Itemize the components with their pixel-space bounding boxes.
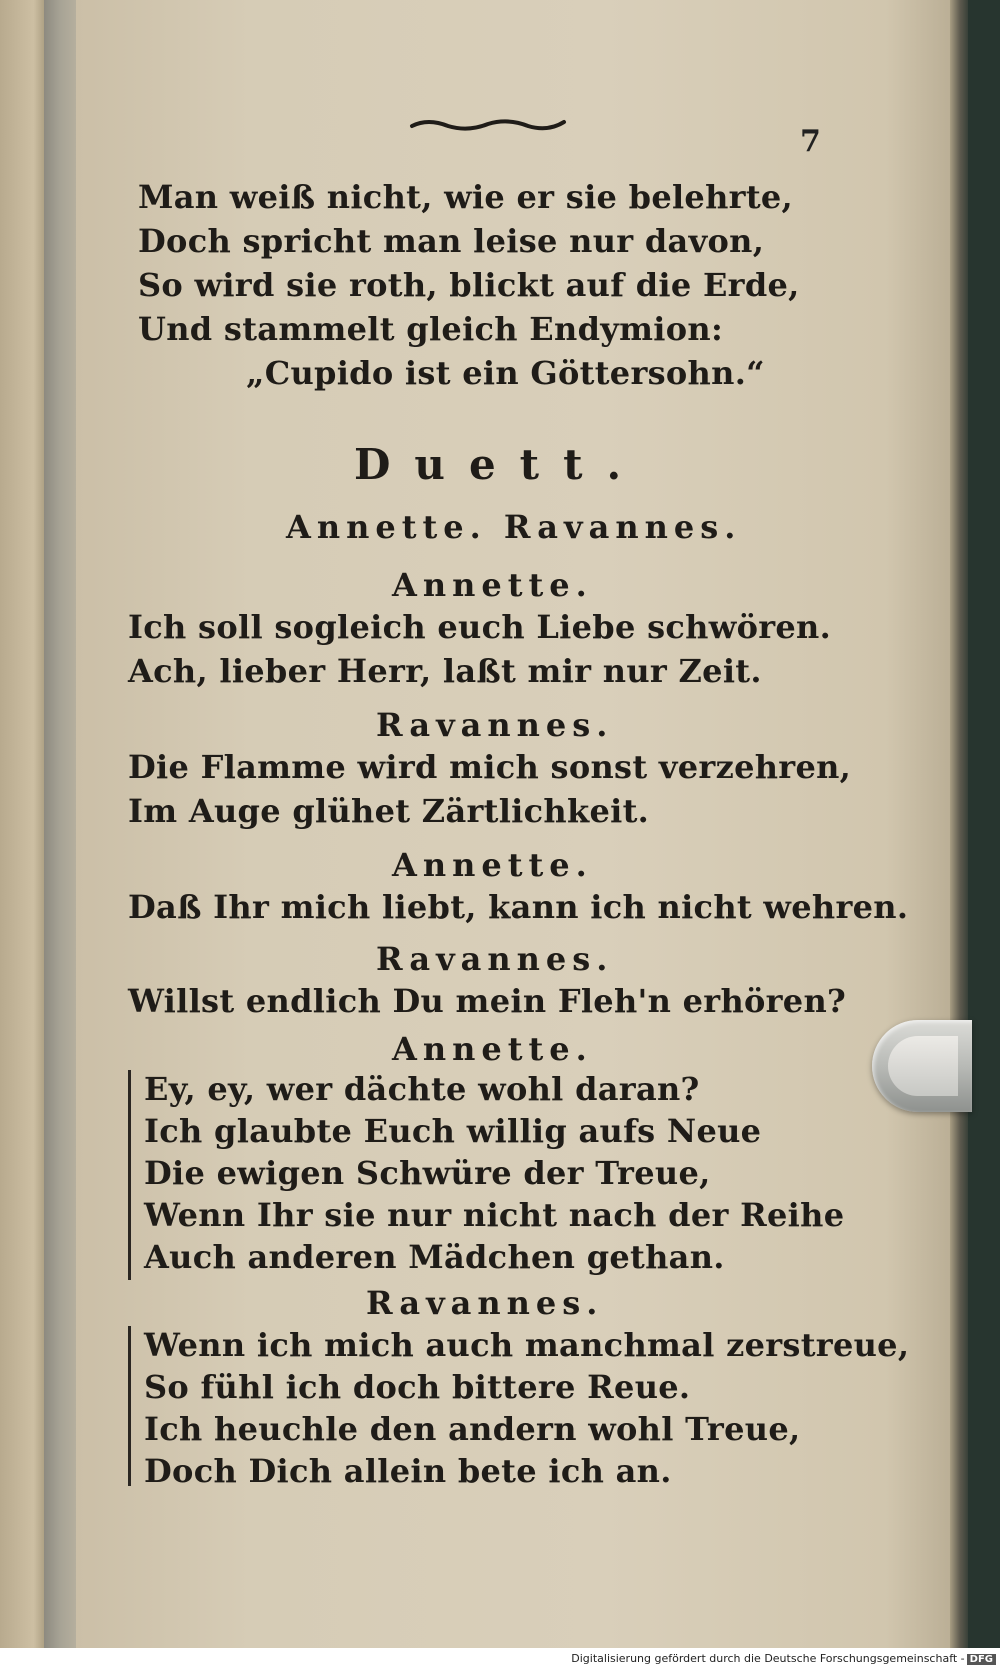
- speaker-name: Annette.: [392, 846, 593, 884]
- verse-line: „Cupido ist ein Göttersohn.“: [246, 354, 765, 392]
- dialogue-line: Ich glaubte Euch willig aufs Neue: [144, 1112, 762, 1150]
- dialogue-line: Doch Dich allein bete ich an.: [144, 1452, 672, 1490]
- dialogue-line: Im Auge glühet Zärtlichkeit.: [128, 792, 650, 830]
- speaker-name: Annette.: [392, 1030, 593, 1068]
- dialogue-line: Wenn Ihr sie nur nicht nach der Reihe: [144, 1196, 845, 1234]
- verse-line: So wird sie roth, blickt auf die Erde,: [138, 266, 800, 304]
- dialogue-line: Willst endlich Du mein Fleh'n erhören?: [128, 982, 847, 1020]
- speaker-name: Ravannes.: [366, 1284, 604, 1322]
- dialogue-line: Die ewigen Schwüre der Treue,: [144, 1154, 711, 1192]
- dialogue-line: Wenn ich mich auch manchmal zerstreue,: [144, 1326, 910, 1364]
- verse-bracket: [128, 1070, 139, 1280]
- ornament-rule: [408, 114, 568, 138]
- dfg-logo: DFG: [967, 1654, 996, 1665]
- section-heading: Duett.: [354, 440, 646, 489]
- speaker-name: Ravannes.: [376, 940, 614, 978]
- speaker-name: Annette.: [392, 566, 593, 604]
- page-clip: [872, 1020, 972, 1112]
- left-page-edge: [0, 0, 48, 1648]
- speaker-name: Ravannes.: [376, 706, 614, 744]
- page-edge-shadow: [950, 0, 970, 1648]
- dialogue-line: Auch anderen Mädchen gethan.: [144, 1238, 725, 1276]
- scan-background: [968, 0, 1000, 1648]
- page-number: 7: [800, 124, 821, 159]
- verse-line: Man weiß nicht, wie er sie belehrte,: [138, 178, 794, 216]
- dialogue-line: Die Flamme wird mich sonst verzehren,: [128, 748, 852, 786]
- dialogue-line: Ich soll sogleich euch Liebe schwören.: [128, 608, 832, 646]
- book-gutter: [44, 0, 80, 1648]
- verse-line: Und stammelt gleich Endymion:: [138, 310, 724, 348]
- verse-bracket: [128, 1326, 139, 1486]
- dialogue-line: Ey, ey, wer dächte wohl daran?: [144, 1070, 700, 1108]
- credit-text: Digitalisierung gefördert durch die Deutsche Forschungsgemeinschaft -: [571, 1652, 965, 1665]
- dialogue-line: Ach, lieber Herr, laßt mir nur Zeit.: [128, 652, 762, 690]
- verse-line: Doch spricht man leise nur davon,: [138, 222, 765, 260]
- dialogue-line: Ich heuchle den andern wohl Treue,: [144, 1410, 801, 1448]
- dialogue-line: Daß Ihr mich liebt, kann ich nicht wehren.: [128, 888, 909, 926]
- dialogue-line: So fühl ich doch bittere Reue.: [144, 1368, 691, 1406]
- character-list: Annette. Ravannes.: [286, 508, 742, 546]
- digitization-credit: [571, 1652, 996, 1665]
